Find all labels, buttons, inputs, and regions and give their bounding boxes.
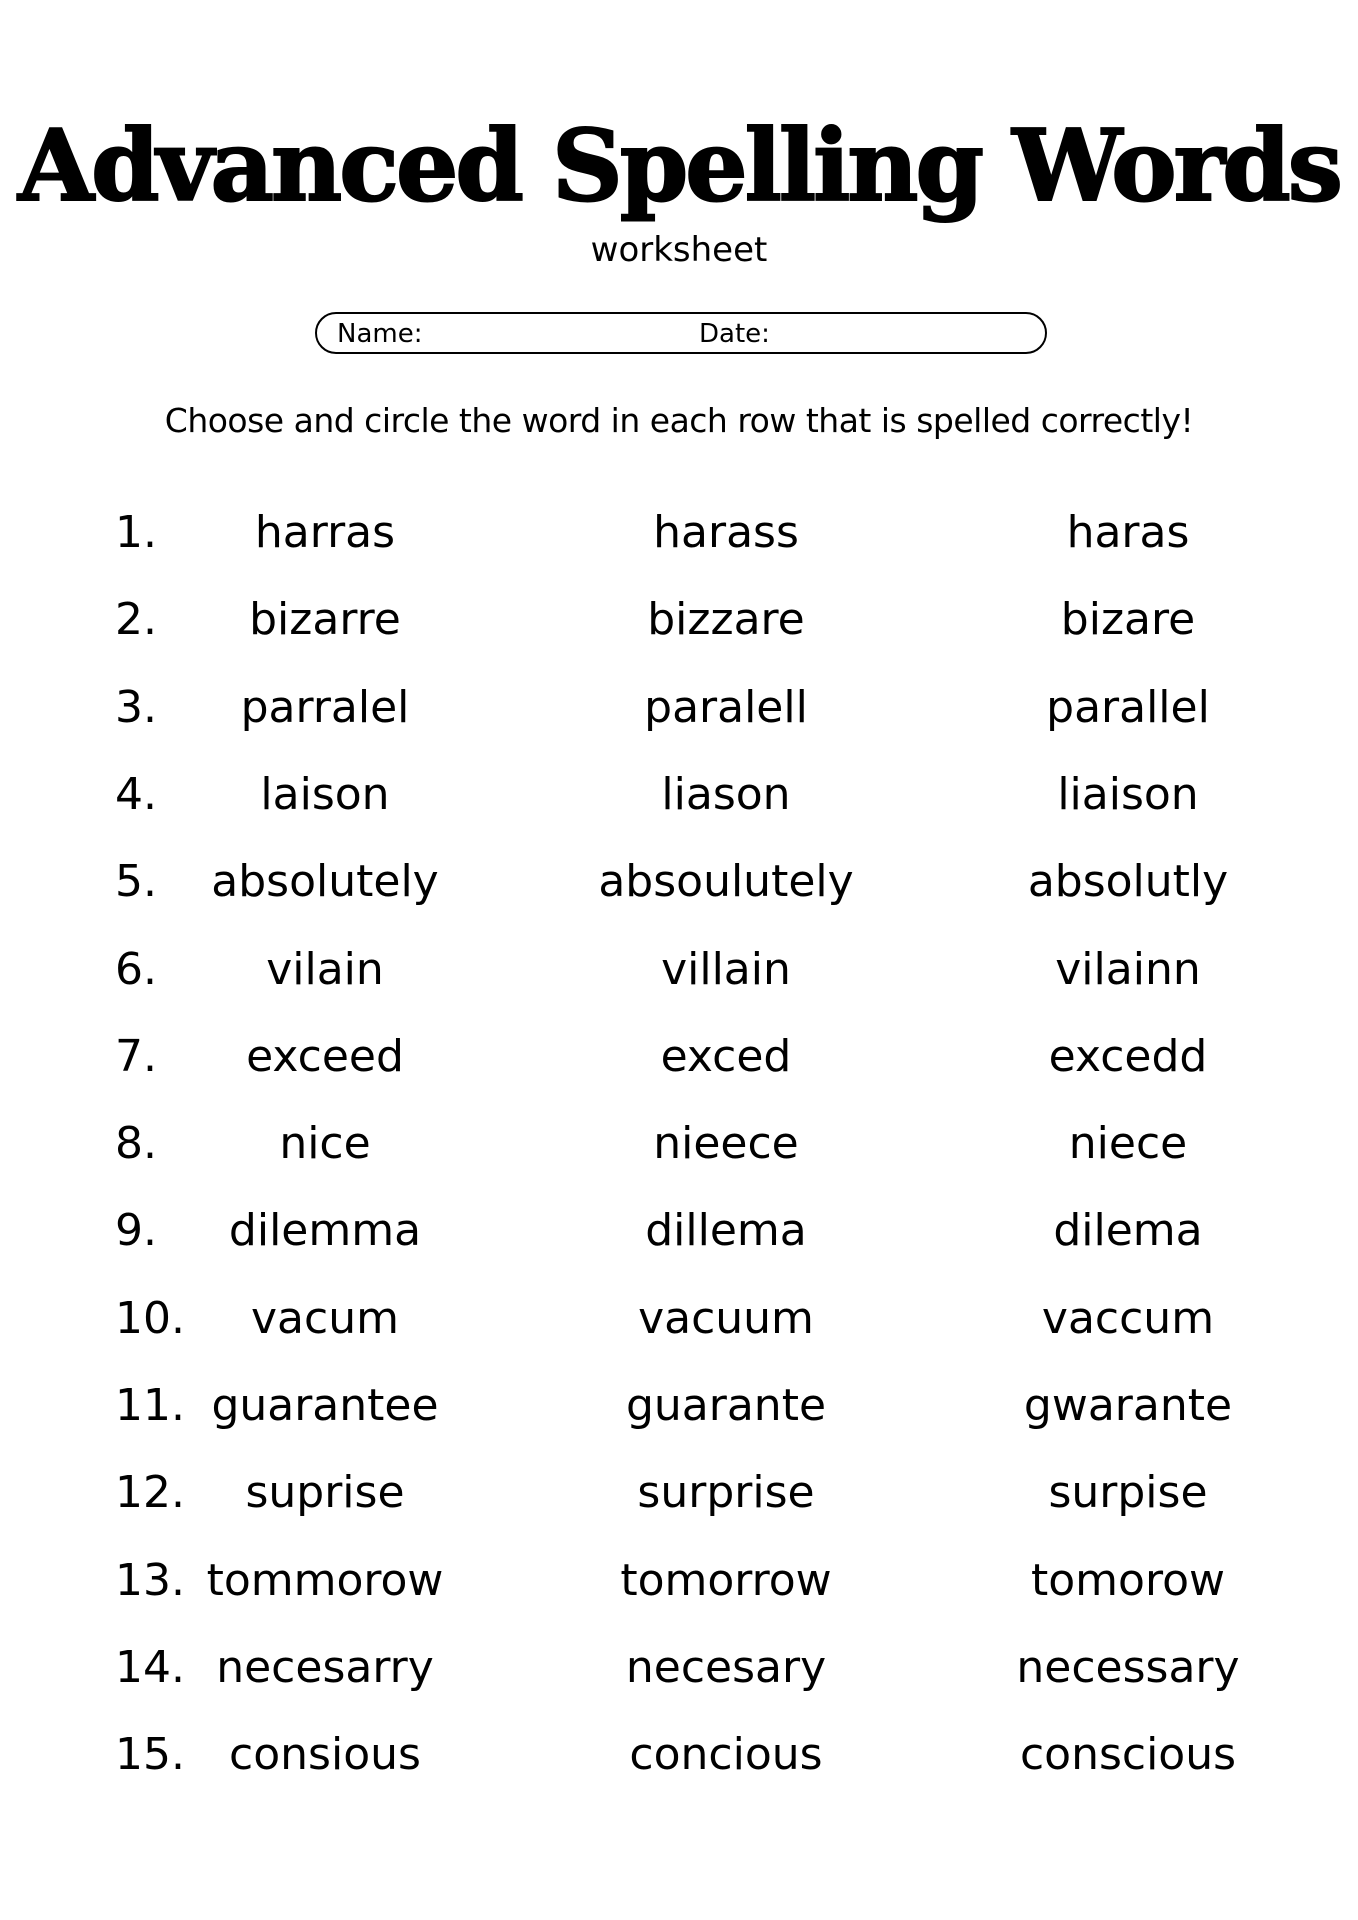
date-label: Date: xyxy=(699,319,770,349)
word-option[interactable]: necessary xyxy=(1016,1641,1240,1693)
row-number: 3. xyxy=(115,681,157,733)
row-number: 2. xyxy=(115,594,157,646)
word-row xyxy=(0,1027,1358,1087)
word-row xyxy=(0,1638,1358,1698)
word-row xyxy=(0,1376,1358,1436)
word-row xyxy=(0,765,1358,825)
word-option[interactable]: dilema xyxy=(1053,1205,1203,1257)
word-option[interactable]: absoulutely xyxy=(598,856,854,908)
word-option[interactable]: bizarre xyxy=(249,594,401,646)
word-option[interactable]: vilainn xyxy=(1055,943,1201,995)
word-option[interactable]: parralel xyxy=(240,681,410,733)
word-row xyxy=(0,678,1358,738)
word-option[interactable]: paralell xyxy=(644,681,808,733)
word-option[interactable]: villain xyxy=(661,943,791,995)
word-row xyxy=(0,940,1358,1000)
word-option[interactable]: surpise xyxy=(1048,1467,1208,1519)
word-option[interactable]: haras xyxy=(1066,507,1190,558)
word-option[interactable]: liason xyxy=(661,768,791,820)
word-option[interactable]: guarante xyxy=(625,1380,827,1431)
word-option[interactable]: surprise xyxy=(637,1467,815,1519)
word-option[interactable]: niece xyxy=(1068,1118,1188,1170)
word-row xyxy=(0,1289,1358,1349)
word-option[interactable]: tommorow xyxy=(206,1554,444,1606)
word-option[interactable]: bizzare xyxy=(647,594,805,646)
word-row xyxy=(0,1201,1358,1261)
row-number: 4. xyxy=(115,768,157,820)
word-row xyxy=(0,1725,1358,1785)
name-label: Name: xyxy=(337,319,423,349)
word-option[interactable]: excedd xyxy=(1048,1030,1208,1082)
word-option[interactable]: tomorrow xyxy=(620,1554,832,1606)
row-number: 6. xyxy=(115,943,157,995)
word-option[interactable]: dillema xyxy=(645,1205,807,1257)
word-option[interactable]: gwarante xyxy=(1023,1380,1233,1431)
row-number: 15. xyxy=(115,1729,185,1781)
row-number: 1. xyxy=(115,507,157,558)
word-option[interactable]: guarantee xyxy=(211,1380,439,1431)
word-option[interactable]: harass xyxy=(653,507,799,558)
word-option[interactable]: liaison xyxy=(1057,768,1199,820)
word-option[interactable]: nieece xyxy=(653,1118,799,1170)
word-option[interactable]: bizare xyxy=(1060,594,1196,646)
row-number: 14. xyxy=(115,1641,185,1693)
word-option[interactable]: consious xyxy=(229,1729,421,1781)
word-option[interactable]: parallel xyxy=(1046,681,1210,733)
word-option[interactable]: laison xyxy=(260,768,390,820)
row-number: 13. xyxy=(115,1554,185,1606)
row-number: 12. xyxy=(115,1467,185,1519)
page-title: Advanced Spelling Words xyxy=(18,109,1340,224)
row-number: 10. xyxy=(115,1292,185,1344)
row-number: 5. xyxy=(115,856,157,908)
row-number: 11. xyxy=(115,1380,185,1431)
word-row xyxy=(0,503,1358,563)
word-option[interactable]: exced xyxy=(660,1030,792,1082)
word-option[interactable]: necesarry xyxy=(216,1641,434,1693)
word-option[interactable]: absolutely xyxy=(211,856,439,908)
word-option[interactable]: vaccum xyxy=(1041,1292,1215,1344)
row-number: 8. xyxy=(115,1118,157,1170)
word-option[interactable]: exceed xyxy=(246,1030,404,1082)
word-row xyxy=(0,1463,1358,1523)
word-option[interactable]: harras xyxy=(254,507,396,558)
word-option[interactable]: necesary xyxy=(625,1641,827,1693)
word-row xyxy=(0,1551,1358,1611)
word-option[interactable]: tomorow xyxy=(1031,1554,1225,1606)
instructions: Choose and circle the word in each row that is spelled correctly! xyxy=(164,401,1194,440)
word-option[interactable]: absolutly xyxy=(1027,856,1229,908)
word-option[interactable]: suprise xyxy=(245,1467,405,1519)
word-option[interactable]: nice xyxy=(279,1118,371,1170)
word-option[interactable]: vacuum xyxy=(638,1292,814,1344)
word-option[interactable]: vacum xyxy=(251,1292,399,1344)
word-row xyxy=(0,852,1358,912)
word-option[interactable]: vilain xyxy=(266,943,384,995)
row-number: 9. xyxy=(115,1205,157,1257)
word-row xyxy=(0,1114,1358,1174)
page-subtitle: worksheet xyxy=(590,230,768,270)
word-option[interactable]: dilemma xyxy=(228,1205,422,1257)
row-number: 7. xyxy=(115,1030,157,1082)
word-row xyxy=(0,590,1358,650)
word-option[interactable]: conscious xyxy=(1019,1729,1237,1781)
word-option[interactable]: concious xyxy=(629,1729,823,1781)
